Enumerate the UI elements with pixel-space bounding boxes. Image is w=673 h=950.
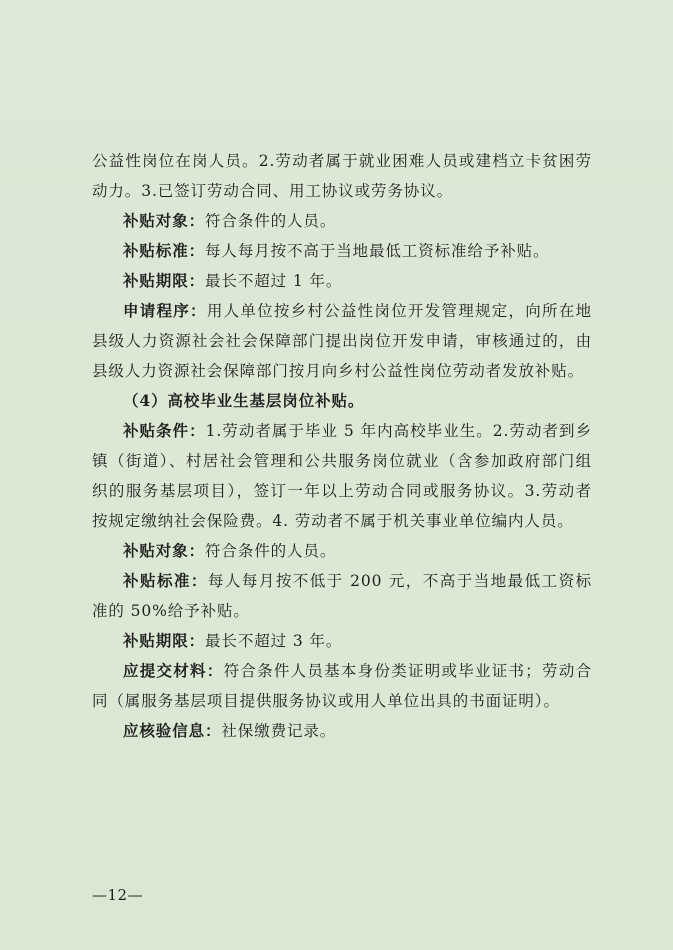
- paragraph-subsidy-conditions: [92, 416, 592, 536]
- paragraph-subsidy-standard: [92, 236, 592, 266]
- paragraph-label: 应核验信息：: [123, 721, 222, 740]
- paragraph-label: 补贴标准：: [123, 241, 206, 260]
- paragraph-label: 补贴对象：: [123, 211, 206, 230]
- document-body: [92, 146, 592, 746]
- paragraph-text: 每人每月按不低于 200 元，不高于当地最低工资标准的 50%给予补贴。: [92, 572, 592, 620]
- paragraph-text: 符合条件的人员。: [205, 212, 337, 230]
- paragraph-text: 符合条件人员基本身份类证明或毕业证书；劳动合同（属服务基层项目提供服务协议或用人单位出具的书面证明）。: [92, 662, 592, 710]
- paragraph-subsidy-standard-2: [92, 566, 592, 626]
- paragraph-subsidy-target-2: [92, 536, 592, 566]
- paragraph-subsidy-period: [92, 266, 592, 296]
- paragraph-text: 用人单位按乡村公益性岗位开发管理规定，向所在地县级人力资源社会社会保障部门提出岗位开发申请，审核通过的，由县级人力资源社会保障部门按月向乡村公益性岗位劳动者发放补贴。: [92, 302, 592, 380]
- section-heading: （4）高校毕业生基层岗位补贴。: [123, 391, 365, 410]
- paragraph-label: 补贴期限：: [123, 271, 206, 290]
- paragraph-text: 最长不超过 1 年。: [205, 272, 343, 290]
- paragraph-required-materials: [92, 656, 592, 716]
- paragraph-label: 应提交材料：: [123, 661, 224, 680]
- paragraph-text: 1.劳动者属于毕业 5 年内高校毕业生。2.劳动者到乡镇（街道）、村居社会管理和公共服务岗位就业（含参加政府部门组织的服务基层项目），签订一年以上劳动合同或服务协议。3.劳动者按规定缴纳社会保险费。4. 劳动者不属于机关事业单位编内人员。: [92, 422, 592, 530]
- paragraph-subsidy-period-2: [92, 626, 592, 656]
- paragraph-text: 符合条件的人员。: [205, 542, 337, 560]
- paragraph-text: 每人每月按不高于当地最低工资标准给予补贴。: [205, 242, 550, 260]
- paragraph-label: 补贴标准：: [123, 571, 208, 590]
- paragraph-subsidy-target: [92, 206, 592, 236]
- paragraph-application-procedure: [92, 296, 592, 386]
- paragraph-label: 补贴期限：: [123, 631, 206, 650]
- paragraph-continuation: [92, 146, 592, 206]
- paragraph-label: 补贴条件：: [123, 421, 206, 440]
- paragraph-verification-info: [92, 716, 592, 746]
- paragraph-label: 补贴对象：: [123, 541, 206, 560]
- page-number: —12—: [92, 886, 144, 904]
- paragraph-text: 公益性岗位在岗人员。2.劳动者属于就业困难人员或建档立卡贫困劳动力。3.已签订劳动合同、用工协议或劳务协议。: [92, 152, 592, 200]
- paragraph-text: 最长不超过 3 年。: [205, 632, 343, 650]
- paragraph-label: 申请程序：: [123, 301, 207, 320]
- paragraph-text: 社保缴费记录。: [221, 722, 337, 740]
